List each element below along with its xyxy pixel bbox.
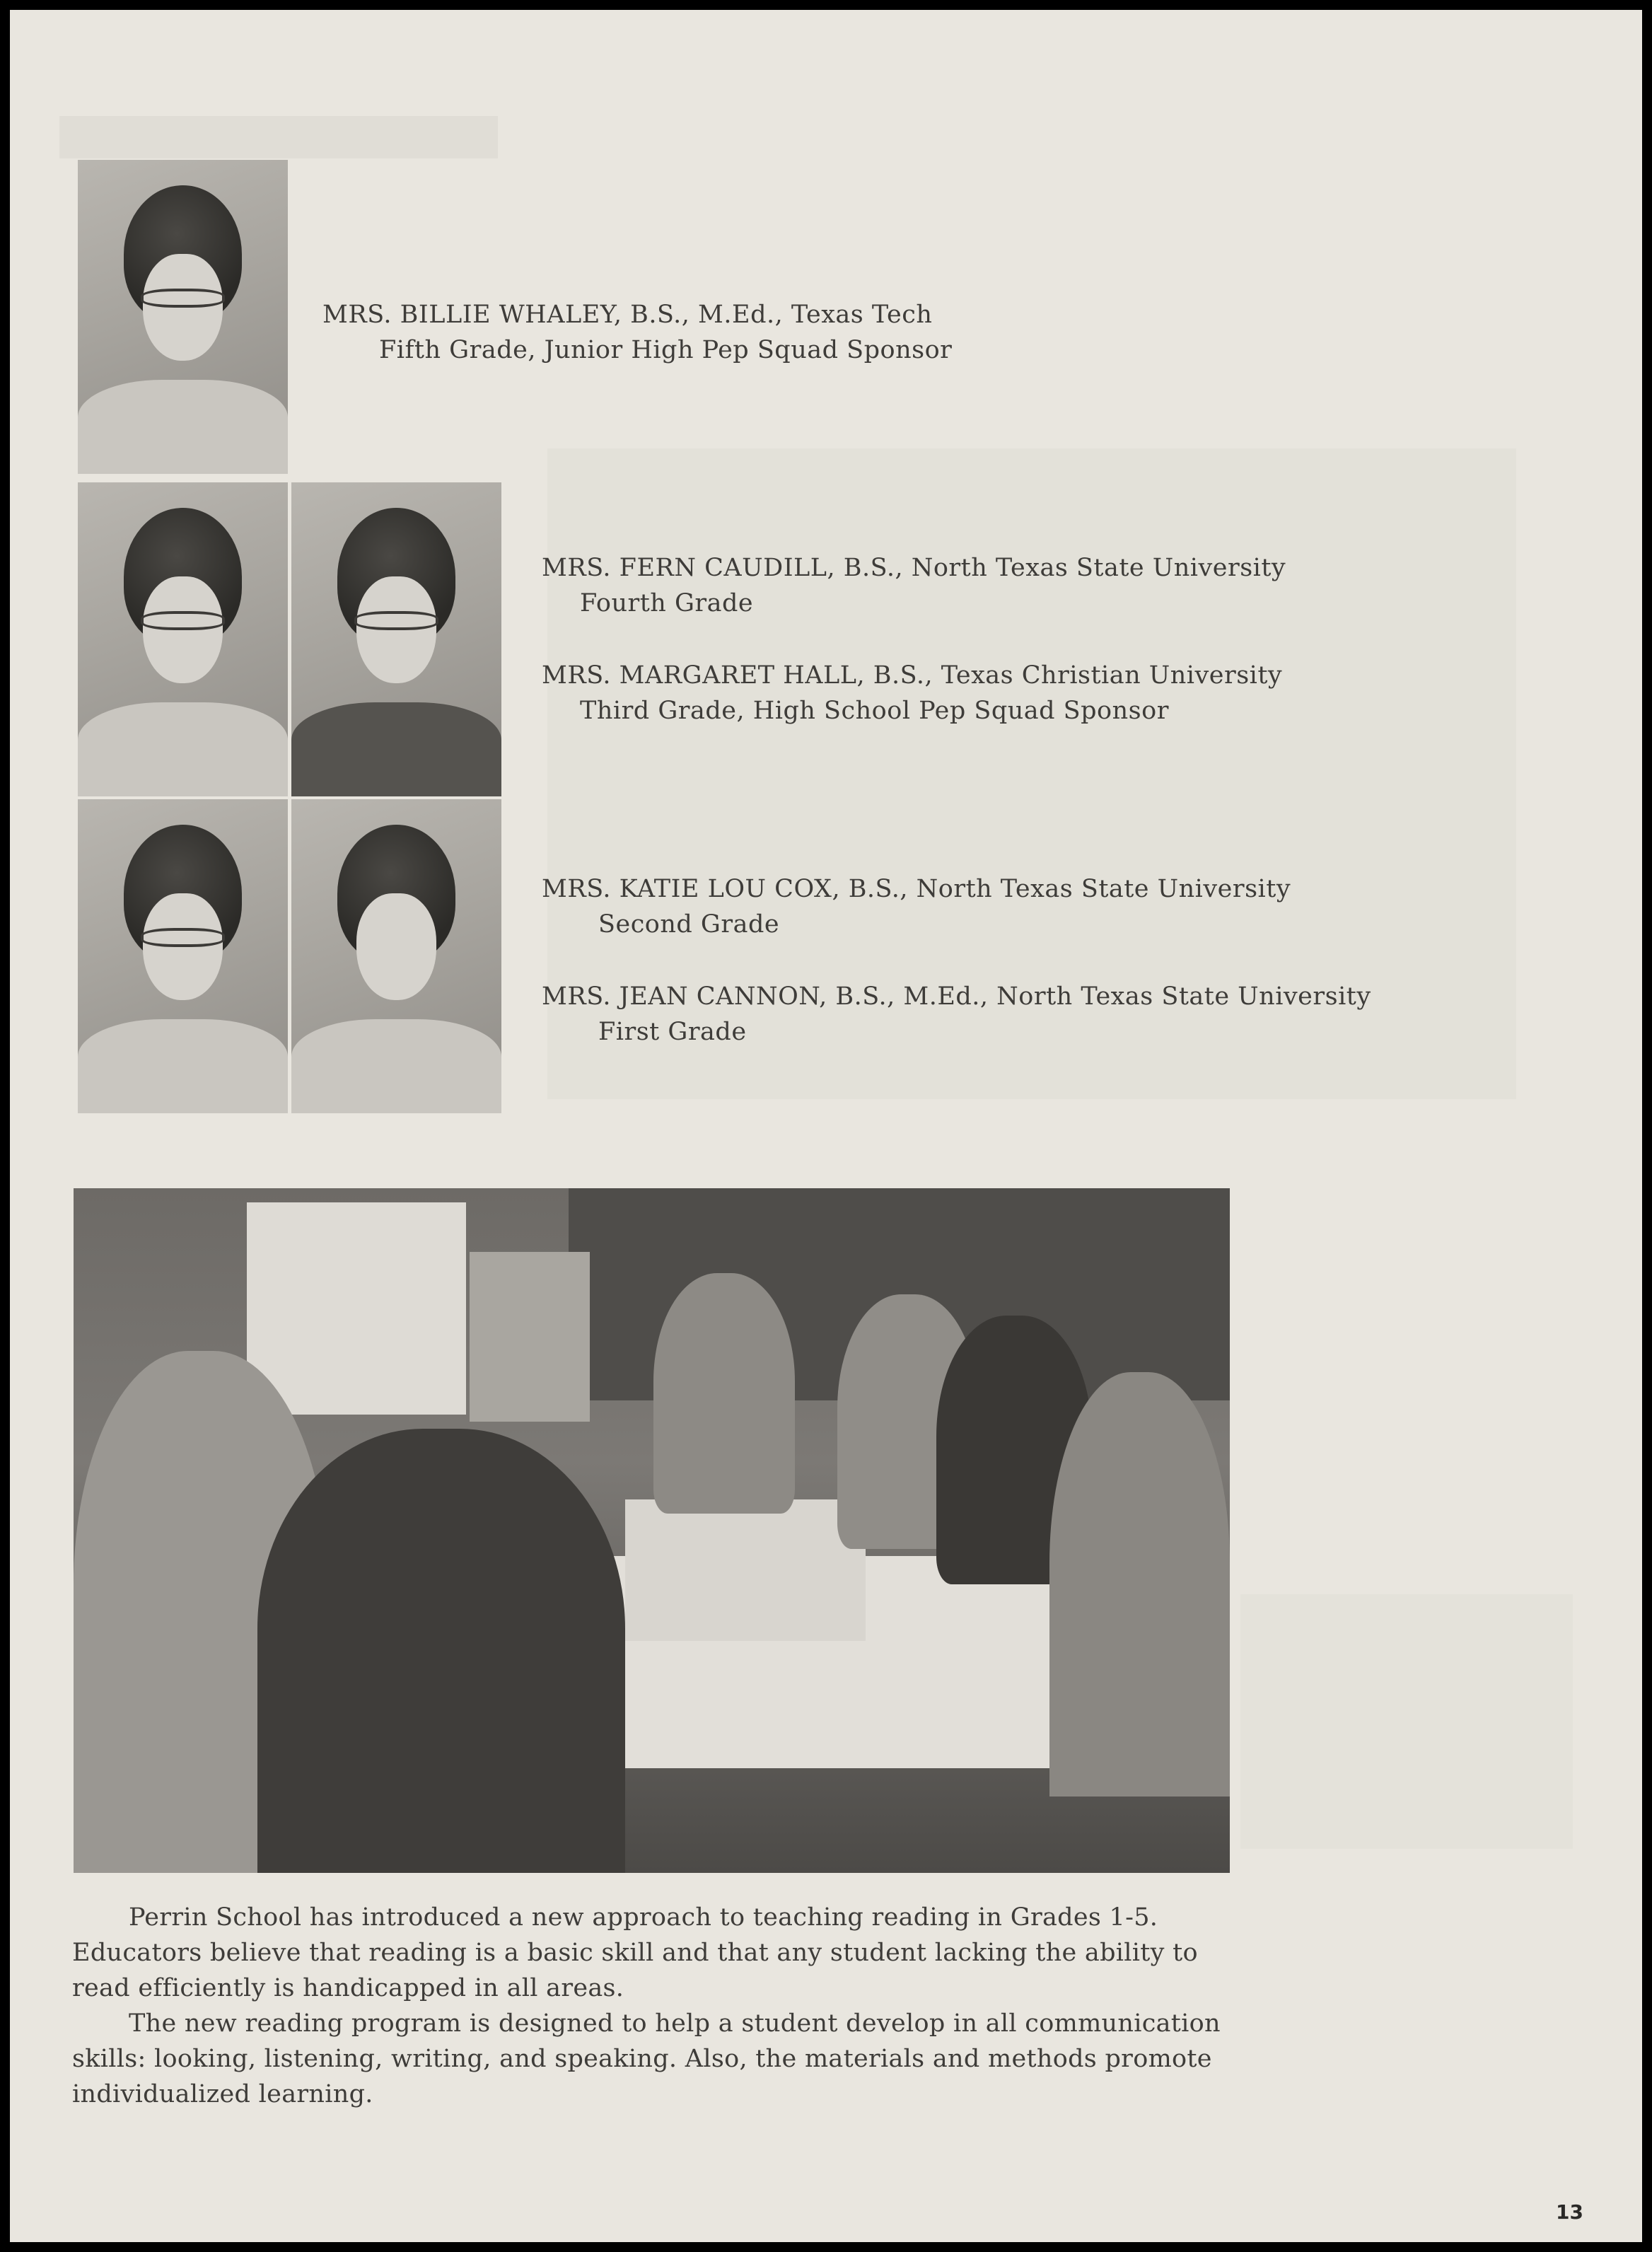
caption-margaret-hall xyxy=(542,658,1282,729)
caption-katie-lou-cox xyxy=(542,871,1291,942)
portrait-jean-cannon xyxy=(291,799,501,1113)
article-paragraph: Perrin School has introduced a new approach to teaching reading in Grades 1-5. Educators believe that reading is a basic skill and that any student lacking the ability to read efficiently is handicapped in all areas. xyxy=(72,1903,1198,2002)
caption-fern-caudill xyxy=(542,550,1286,621)
caption-billie-whaley xyxy=(322,297,952,368)
teacher-role: Second Grade xyxy=(598,910,780,939)
article-text xyxy=(72,1900,1246,2112)
classroom-photo xyxy=(74,1188,1230,1873)
portrait-fern-caudill xyxy=(78,482,288,796)
portrait-margaret-hall xyxy=(291,482,501,796)
article-paragraph: The new reading program is designed to help a student develop in all communication skills: looking, listening, writing, and speaking. Also, the materials and methods promote individualized learning. xyxy=(72,2009,1221,2108)
teacher-role: Fourth Grade xyxy=(580,589,754,617)
equipment-shelf xyxy=(470,1252,590,1422)
teacher-name: MRS. FERN CAUDILL, B.S., North Texas State University xyxy=(542,554,1286,582)
student xyxy=(653,1273,795,1514)
caption-jean-cannon xyxy=(542,979,1371,1050)
teacher-role: First Grade xyxy=(598,1018,747,1046)
student xyxy=(257,1429,625,1873)
show-through-mark xyxy=(1240,1594,1573,1849)
teacher-role: Fifth Grade, Junior High Pep Squad Sponsor xyxy=(379,336,953,364)
teacher-role: Third Grade, High School Pep Squad Sponsor xyxy=(580,697,1169,725)
teacher-name: MRS. BILLIE WHALEY, B.S., M.Ed., Texas Tech xyxy=(322,301,933,329)
portrait-billie-whaley xyxy=(78,160,288,474)
portrait-katie-lou-cox xyxy=(78,799,288,1113)
listening-station xyxy=(625,1499,866,1641)
page-number: 13 xyxy=(1556,2200,1583,2224)
student xyxy=(1049,1372,1230,1797)
show-through-mark xyxy=(59,116,498,158)
teacher-name: MRS. JEAN CANNON, B.S., M.Ed., North Texas State University xyxy=(542,982,1371,1011)
teacher-name: MRS. MARGARET HALL, B.S., Texas Christian University xyxy=(542,661,1283,690)
teacher-name: MRS. KATIE LOU COX, B.S., North Texas State University xyxy=(542,875,1291,903)
yearbook-page xyxy=(10,10,1642,2242)
projection-screen xyxy=(247,1202,466,1415)
